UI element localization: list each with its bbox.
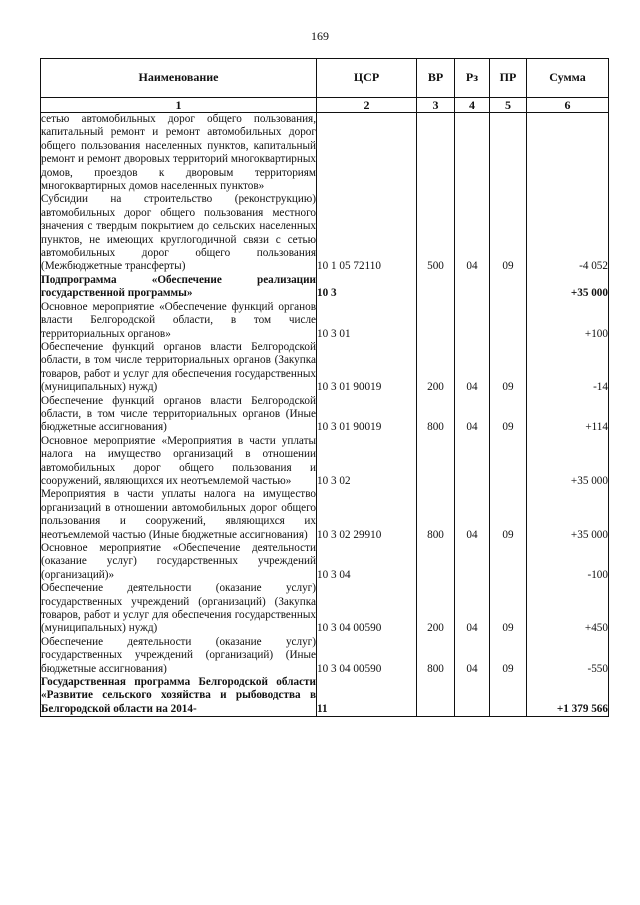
table-row (41, 193, 609, 273)
row-rz (455, 542, 490, 582)
row-sum: +35 000 (527, 488, 609, 542)
row-rz (455, 113, 490, 194)
table-row (41, 582, 609, 636)
header-vr: ВР (417, 59, 455, 98)
row-sum: +1 379 566 (527, 676, 609, 717)
row-name: Обеспечение деятельности (оказание услуг) государственных учреждений (организаций) (Закупка товаров, работ и услуг для обеспечения государственных (муниципальных) нужд) (41, 582, 316, 635)
table-row (41, 435, 609, 489)
column-number: 6 (527, 98, 609, 113)
row-vr: 200 (417, 341, 455, 395)
row-pr (490, 676, 527, 717)
row-vr: 200 (417, 582, 455, 636)
row-name: Обеспечение функций органов власти Белгородской области, в том числе территориальных органов (Закупка товаров, работ и услуг для обеспечения государственных (муниципальных) нужд) (41, 340, 316, 394)
row-rz (455, 435, 490, 489)
row-rz (455, 676, 490, 717)
row-name: Мероприятия в части уплаты налога на имущество организаций в отношении автомобильных дорог общего пользования и сооружений, являющихся их неотъемлемой частью (Иные бюджетные ассигнования) (41, 488, 316, 541)
row-rz: 04 (455, 488, 490, 542)
table-row (41, 274, 609, 301)
row-vr (417, 113, 455, 194)
row-sum: +450 (527, 582, 609, 636)
column-number-row (41, 98, 609, 113)
header-pr: ПР (490, 59, 527, 98)
row-pr: 09 (490, 582, 527, 636)
row-csr: 10 3 (317, 274, 417, 301)
row-pr: 09 (490, 193, 527, 273)
row-pr (490, 435, 527, 489)
row-pr: 09 (490, 341, 527, 395)
row-name: Основное мероприятие «Обеспечение деятельности (оказание услуг) государственных учреждений (организаций)» (41, 542, 316, 581)
row-csr: 11 (317, 676, 417, 717)
row-vr: 500 (417, 193, 455, 273)
column-number: 1 (41, 98, 317, 113)
row-sum: +35 000 (527, 435, 609, 489)
table-row (41, 488, 609, 542)
row-sum: -14 (527, 341, 609, 395)
row-csr (317, 113, 417, 194)
row-rz: 04 (455, 636, 490, 676)
table-row (41, 113, 609, 194)
row-vr (417, 676, 455, 717)
header-row (41, 59, 609, 98)
row-sum: -550 (527, 636, 609, 676)
row-name: Основное мероприятие «Обеспечение функций органов власти Белгородской области, в том числе территориальных органов» (41, 300, 316, 340)
row-pr: 09 (490, 636, 527, 676)
row-name: Субсидии на строительство (реконструкцию) автомобильных дорог общего пользования местного значения с твердым покрытием до сельских населенных пунктов, не имеющих круглогодичной связи с сетью автомобильных дорог общего пользования (Межбюджетные трансферты) (41, 193, 316, 273)
row-rz: 04 (455, 341, 490, 395)
table-row (41, 341, 609, 395)
row-rz: 04 (455, 395, 490, 435)
row-sum: +35 000 (527, 274, 609, 301)
column-number: 3 (417, 98, 455, 113)
row-vr (417, 435, 455, 489)
row-sum (527, 113, 609, 194)
row-pr (490, 301, 527, 341)
row-pr: 09 (490, 395, 527, 435)
row-csr: 10 3 01 (317, 301, 417, 341)
row-pr: 09 (490, 488, 527, 542)
row-rz: 04 (455, 193, 490, 273)
column-number: 2 (317, 98, 417, 113)
row-sum: -100 (527, 542, 609, 582)
row-vr: 800 (417, 488, 455, 542)
column-number: 5 (490, 98, 527, 113)
row-csr: 10 3 02 29910 (317, 488, 417, 542)
budget-table (40, 58, 609, 717)
header-sum: Сумма (527, 59, 609, 98)
row-name: Обеспечение деятельности (оказание услуг) государственных учреждений (организаций) (Иные бюджетные ассигнования) (41, 635, 316, 675)
row-sum: -4 052 (527, 193, 609, 273)
row-vr: 800 (417, 636, 455, 676)
table-row (41, 542, 609, 582)
row-rz: 04 (455, 582, 490, 636)
row-rz (455, 301, 490, 341)
row-csr: 10 3 04 00590 (317, 636, 417, 676)
row-vr: 800 (417, 395, 455, 435)
row-rz (455, 274, 490, 301)
row-vr (417, 301, 455, 341)
column-number: 4 (455, 98, 490, 113)
table-row (41, 395, 609, 435)
row-pr (490, 113, 527, 194)
row-csr: 10 1 05 72110 (317, 193, 417, 273)
table-row (41, 636, 609, 676)
row-pr (490, 274, 527, 301)
row-sum: +114 (527, 395, 609, 435)
row-name: Основное мероприятие «Мероприятия в части уплаты налога на имущество организаций в отношении автомобильных дорог общего пользования и сооружений, являющихся их неотъемлемой частью» (41, 434, 316, 487)
row-csr: 10 3 01 90019 (317, 395, 417, 435)
row-csr: 10 3 02 (317, 435, 417, 489)
header-csr: ЦСР (317, 59, 417, 98)
table-row (41, 676, 609, 717)
row-csr: 10 3 04 (317, 542, 417, 582)
page-number: 169 (311, 29, 329, 43)
row-name: Подпрограмма «Обеспечение реализации государственной программы» (41, 273, 316, 300)
header-rz: Рз (455, 59, 490, 98)
row-name: Обеспечение функций органов власти Белгородской области, в том числе территориальных органов (Иные бюджетные ассигнования) (41, 394, 316, 434)
row-csr: 10 3 01 90019 (317, 341, 417, 395)
row-vr (417, 274, 455, 301)
header-name: Наименование (41, 59, 317, 98)
row-csr: 10 3 04 00590 (317, 582, 417, 636)
row-pr (490, 542, 527, 582)
row-sum: +100 (527, 301, 609, 341)
row-name: сетью автомобильных дорог общего пользования, капитальный ремонт и ремонт автомобильных дорог общего пользования населенных пунктов, капитальный ремонт и ремонт дворовых территорий многоквартирных домов, проездов к дворовым территориям многоквартирных домов населенных пунктов» (41, 113, 316, 193)
row-name: Государственная программа Белгородской области «Развитие сельского хозяйства и рыбоводства в Белгородской области на 2014- (41, 676, 316, 715)
table-row (41, 301, 609, 341)
row-vr (417, 542, 455, 582)
